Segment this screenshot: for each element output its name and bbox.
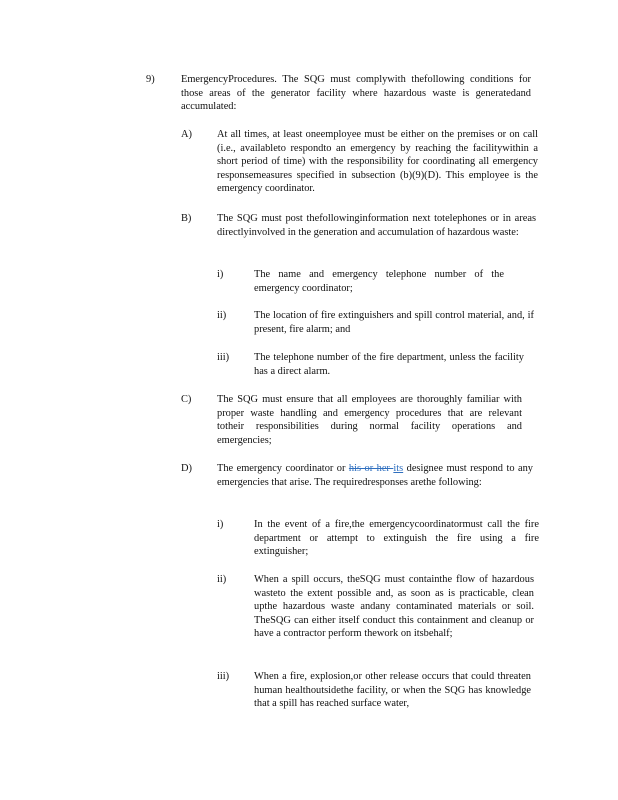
deleted-text: his or her (348, 463, 394, 474)
item-d-iii-label: iii) (217, 671, 230, 682)
item-b-i-label: i) (217, 269, 224, 280)
item-d-label: D) (181, 463, 192, 474)
item-d-text (217, 462, 533, 489)
item-a-text: At all times, at least oneemployee must be either on the premises or on call (i.e., availableto respondto an emergency by reaching the facilitywithin a short period of time) with the responsibility for coordinating all emergency responsemeasures specified in subsection (b)(9)(D). This employee is the emergency coordinator. (217, 129, 538, 195)
item-b-label: B) (181, 213, 192, 224)
item-c-text: The SQG must ensure that all employees are thoroughly familiar with proper waste handling and emergency procedures that are relevant totheir responsibilities during normal facility operations and emergencies; (217, 394, 522, 446)
section-intro: EmergencyProcedures. The SQG must complywith thefollowing conditions for those areas of the generator facility where hazardous waste is generatedand accumulated: (181, 74, 531, 113)
item-d-text-after: designee must respond to any emergencies that arise. The requiredresponses arethe following: (217, 463, 533, 488)
item-b-iii-label: iii) (217, 352, 230, 363)
item-d-iii-text: When a fire, explosion,or other release occurs that could threaten human healthoutsidethe facility, or when the SQG has knowledge that a spill has reached surface water, (254, 671, 531, 710)
item-b-text: The SQG must post thefollowinginformation next totelephones or in areas directlyinvolved in the generation and accumulation of hazardous waste: (217, 213, 536, 238)
item-c-label: C) (181, 394, 192, 405)
item-d-i-text: In the event of a fire,the emergencycoordinatormust call the fire department or attempt to extinguish the fire using a fire extinguisher; (254, 519, 539, 558)
item-b-i-text: The name and emergency telephone number of the emergency coordinator; (254, 269, 504, 294)
inserted-text: its (393, 463, 404, 474)
section-number: 9) (146, 74, 155, 85)
item-b-ii-text: The location of fire extinguishers and spill control material, and, if present, fire alarm; and (254, 310, 534, 335)
item-d-text-before: The emergency coordinator or (217, 463, 349, 474)
item-b-iii-text: The telephone number of the fire department, unless the facility has a direct alarm. (254, 352, 524, 377)
item-a-label: A) (181, 129, 192, 140)
item-d-ii-text: When a spill occurs, theSQG must containthe flow of hazardous wasteto the extent possible and, as soon as is practicable, clean upthe hazardous waste andany contaminated materials or soil. TheSQG can either itself conduct this containment and cleanup or have a contractor perform thework on itsbehalf; (254, 574, 534, 640)
item-d-ii-label: ii) (217, 574, 227, 585)
item-d-i-label: i) (217, 519, 224, 530)
item-b-ii-label: ii) (217, 310, 227, 321)
